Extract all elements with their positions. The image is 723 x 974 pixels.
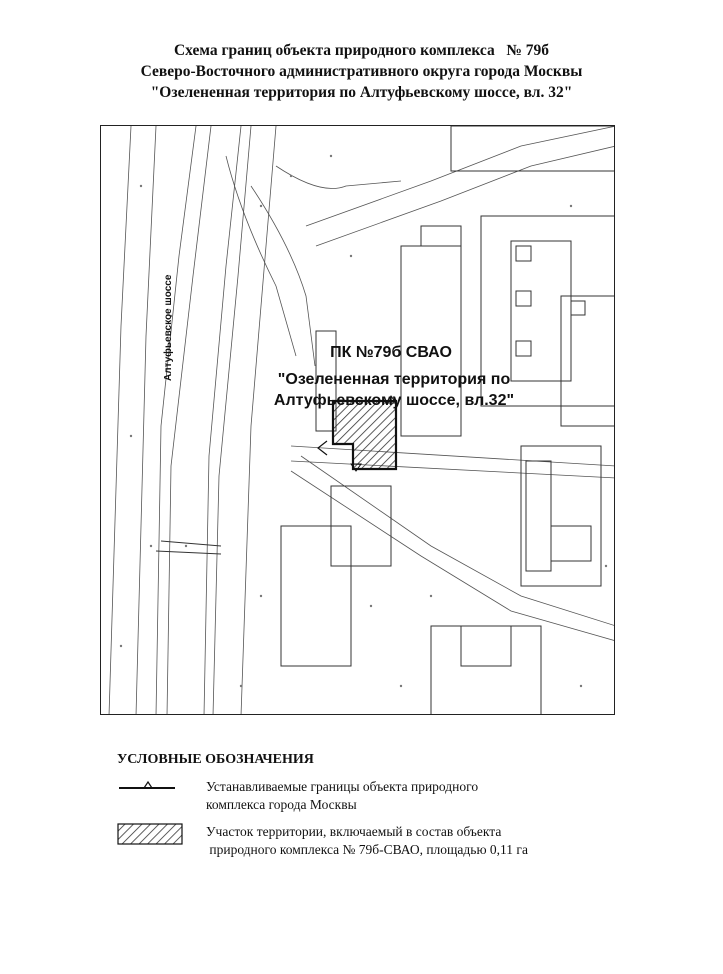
title-line-2: Северо-Восточного административного округа города Москвы <box>140 63 583 80</box>
legend-item-boundary <box>117 778 677 818</box>
legend-text-area: Участок территории, включаемый в состав объекта природного комплекса № 79б-СВАО, площадью 0,11 га <box>206 824 528 857</box>
object-name-label <box>219 369 569 411</box>
title-line-1: Схема границ объекта природного комплекса № 79б <box>173 42 550 59</box>
legend-text-boundary: Устанавливаемые границы объекта природного комплекса города Москвы <box>206 779 479 812</box>
road-label: Алтуфьевское шоссе <box>163 274 174 381</box>
boundary-line-icon <box>117 778 177 798</box>
object-name-line-2: Алтуфьевскому шоссе, вл.32" <box>273 392 515 409</box>
title-line-3: "Озелененная территория по Алтуфьевскому шоссе, вл. 32" <box>150 84 573 101</box>
cadastral-map <box>100 125 615 715</box>
object-code-label: ПК №79б СВАО <box>330 344 452 361</box>
legend-title: УСЛОВНЫЕ ОБОЗНАЧЕНИЯ <box>117 752 314 767</box>
document-title <box>0 40 723 103</box>
map-linework <box>101 126 615 715</box>
object-name-line-1: "Озелененная территория по <box>277 371 511 388</box>
hatched-area-icon <box>117 823 183 845</box>
legend-item-area <box>117 823 677 863</box>
